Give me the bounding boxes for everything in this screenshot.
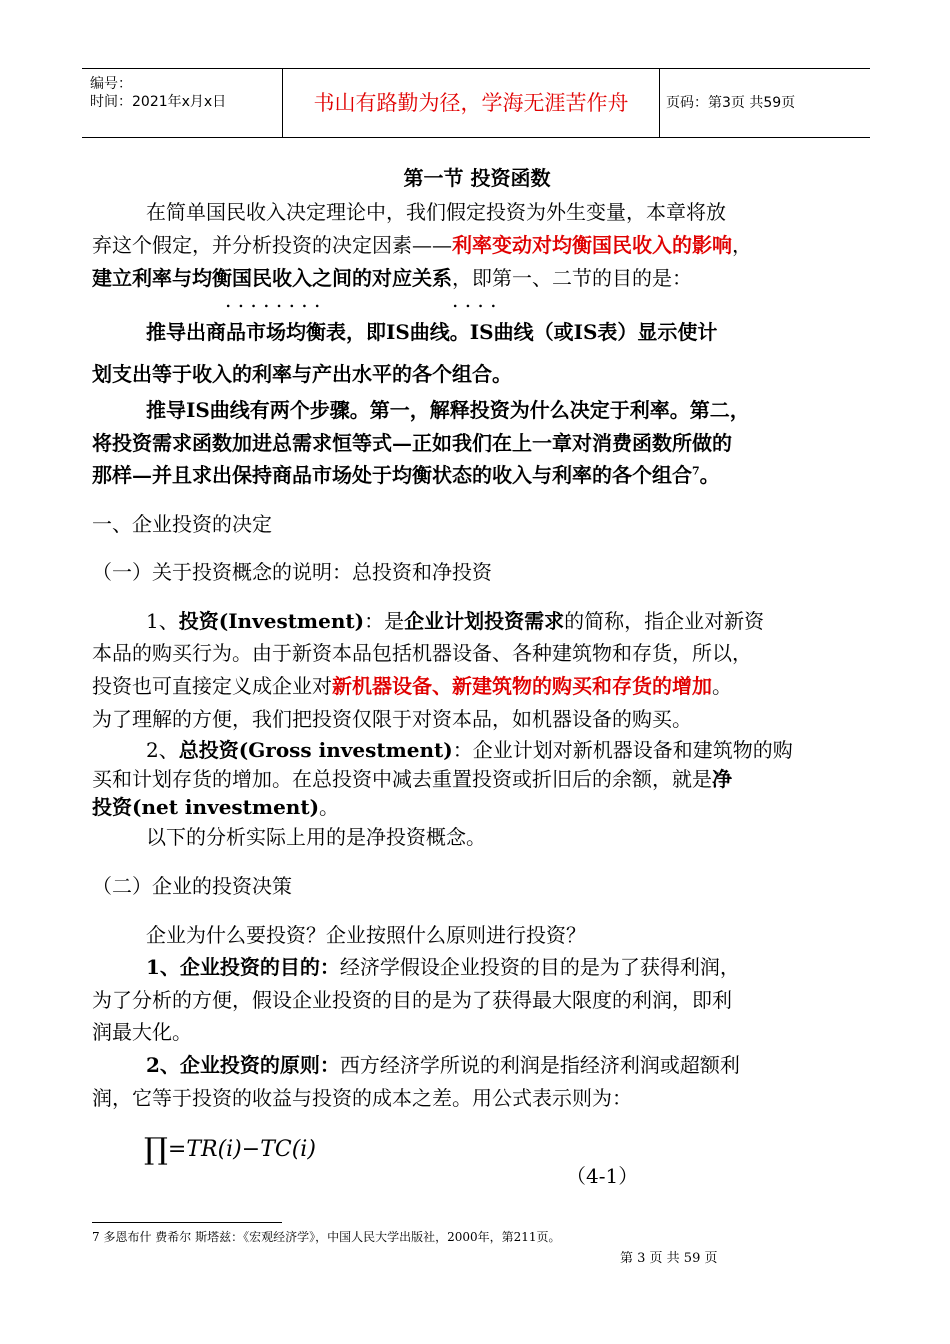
inv-p2-net-char: 净 — [712, 767, 732, 791]
inv-p2-line-3 — [92, 791, 862, 820]
header-info-cell — [82, 69, 282, 137]
derive-line-4: 将投资需求函数加进总需求恒等式—正如我们在上一章对消费函数所做的 — [92, 431, 732, 455]
inv-p1-line-3-text: 投资也可直接定义成企业对 — [92, 674, 332, 698]
derive-line-2: 划支出等于收入的利率与产出水平的各个组合。 — [92, 362, 512, 386]
intro-line-2 — [92, 229, 862, 258]
formula-expression: =TR(i)−TC(i) — [167, 1137, 316, 1162]
decision-p1-line-2: 为了分析的方便，假设企业投资的目的是为了获得最大限度的利润，即利 — [92, 988, 732, 1012]
inv-p2-line-3-end: 。 — [319, 795, 340, 819]
footnote-rule — [92, 1222, 282, 1223]
derive-line-5 — [92, 459, 862, 488]
page-header — [82, 68, 870, 138]
inv-p2-rest: ：企业计划对新机器设备和建筑物的购 — [452, 738, 793, 762]
emphasis-dots-2: . . . . — [452, 288, 497, 312]
equation-number: （4-1） — [566, 1164, 639, 1188]
inv-p2-num: 2、 — [146, 738, 179, 762]
intro-text: 弃这个假定，并分析投资的决定因素—— — [92, 233, 452, 257]
intro-bold: 建立利率与均衡国民收入之间的对应关系 — [92, 266, 452, 290]
derive-line-5-text: 那样—并且求出保持商品市场处于均衡状态的收入与利率的各个组合 — [92, 463, 692, 487]
profit-formula — [144, 1132, 316, 1167]
section-title: 第一节 投资函数 — [403, 166, 551, 190]
emphasis-dots-1: . . . . . . . . — [225, 288, 321, 312]
inv-p1-rest: 的简称，指企业对新资 — [564, 609, 765, 633]
decision-p2-rest: 西方经济学所说的利润是指经济利润或超额利 — [339, 1053, 740, 1077]
header-motto: 书山有路勤为径，学海无涯苦作舟 — [282, 69, 660, 137]
inv-p1-line-2: 本品的购买行为。由于新资本品包括机器设备、各种建筑物和存货，所以， — [92, 641, 752, 665]
intro-line-3 — [92, 262, 862, 291]
derive-line-5-end: 。 — [699, 463, 720, 487]
inv-p2-term: 总投资(Gross investment) — [178, 738, 453, 762]
inv-p1-is: ：是 — [364, 609, 405, 633]
product-symbol: ∏ — [144, 1132, 168, 1167]
inv-p1-line-4: 为了理解的方便，我们把投资仅限于对资本品，如机器设备的购买。 — [92, 707, 692, 731]
decision-p2-line-1 — [146, 1049, 916, 1078]
intro-rest: ，即第一、二节的目的是： — [452, 266, 692, 290]
inv-p2-line-1 — [146, 734, 916, 763]
decision-p2-line-2: 润，它等于投资的收益与投资的成本之差。用公式表示则为： — [92, 1086, 632, 1110]
inv-p2-line-2-text: 买和计划存货的增加。在总投资中减去重置投资或折旧后的余额，就是 — [92, 767, 712, 791]
inv-p1-term: 投资(Investment) — [178, 609, 365, 633]
decision-p1-rest: 经济学假设企业投资的目的是为了获得利润， — [339, 955, 740, 979]
inv-p1-num: 1、 — [146, 609, 179, 633]
decision-question: 企业为什么要投资？企业按照什么原则进行投资？ — [146, 923, 586, 947]
decision-p1-title: 1、企业投资的目的： — [146, 955, 340, 979]
decision-p2-title: 2、企业投资的原则： — [146, 1053, 340, 1077]
decision-p1-line-3: 润最大化。 — [92, 1020, 192, 1044]
inv-p3: 以下的分析实际上用的是净投资概念。 — [146, 825, 486, 849]
inv-p2-line-2 — [92, 763, 862, 792]
inv-p1-line-3 — [92, 670, 862, 699]
heading-investment-decision: （二）企业的投资决策 — [92, 874, 292, 898]
heading-enterprise-investment: 一、企业投资的决定 — [92, 512, 272, 536]
inv-p1-bold: 企业计划投资需求 — [404, 609, 565, 633]
footnote: 7 多恩布什 费希尔 斯塔兹：《宏观经济学》，中国人民大学出版社，2000年，第211页。 — [92, 1230, 561, 1244]
footnote-ref: 7 — [692, 464, 700, 478]
inv-p1-line-1 — [146, 605, 916, 634]
inv-p2-net-term: 投资(net investment) — [92, 795, 320, 819]
intro-highlight: 利率变动对均衡国民收入的影响 — [452, 233, 732, 257]
derive-line-3: 推导IS曲线有两个步骤。第一，解释投资为什么决定于利率。第二， — [146, 398, 750, 422]
inv-p1-line-3-end: 。 — [712, 674, 732, 698]
intro-comma: ， — [732, 233, 752, 257]
header-page-code: 页码：第3页 共59页 — [666, 95, 796, 111]
time-label: 时间：2021年x月x日 — [90, 94, 227, 110]
inv-p1-highlight: 新机器设备、新建筑物的购买和存货的增加 — [332, 674, 712, 698]
page-footer: 第 3 页 共 59 页 — [620, 1251, 718, 1266]
intro-line-1: 在简单国民收入决定理论中，我们假定投资为外生变量，本章将放 — [146, 200, 726, 224]
heading-investment-concept: （一）关于投资概念的说明：总投资和净投资 — [92, 560, 492, 584]
number-label: 编号： — [90, 76, 132, 92]
derive-line-1: 推导出商品市场均衡表，即IS曲线。IS曲线（或IS表）显示使计 — [146, 320, 718, 344]
decision-p1-line-1 — [146, 951, 916, 980]
